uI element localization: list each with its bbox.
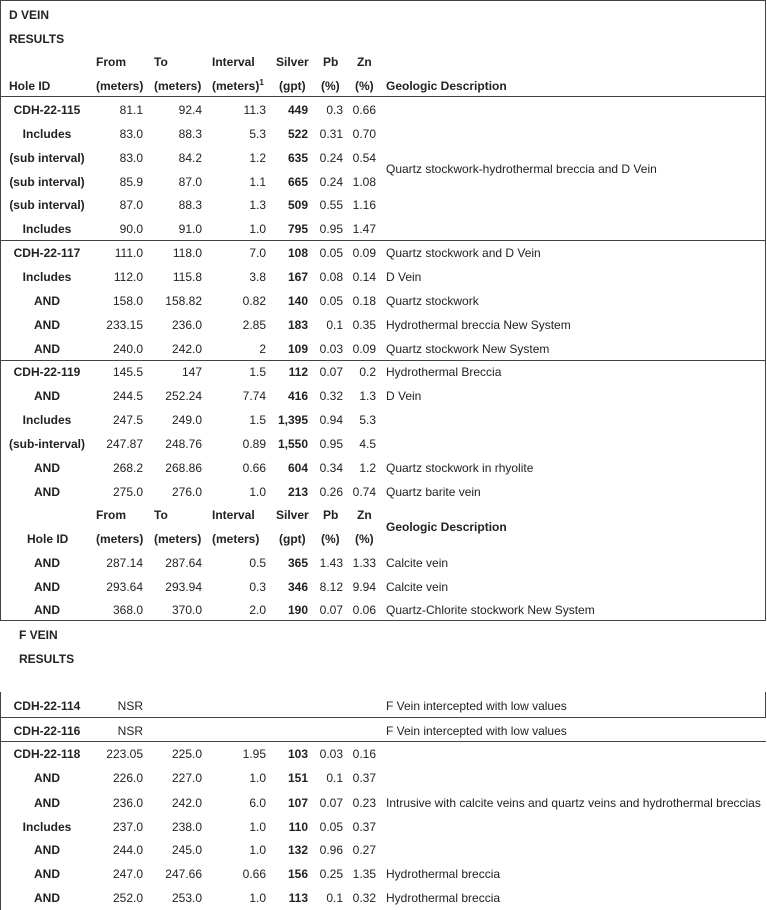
interval-cell: 1.1	[249, 174, 266, 189]
from-cell: 244.0	[112, 843, 143, 857]
zn-cell: 0.37	[352, 771, 376, 785]
silver-cell: 604	[287, 460, 308, 475]
silver-cell: 509	[287, 198, 308, 213]
silver-cell: 110	[288, 820, 308, 834]
zn-cell: 0.70	[352, 126, 376, 141]
from-cell: 233.15	[106, 317, 143, 332]
pb-cell: 0.05	[319, 293, 343, 308]
group-divider	[0, 360, 766, 361]
pb-cell: 0.07	[319, 365, 343, 380]
pb-cell: 0.03	[319, 747, 343, 761]
hole-id-cell: AND	[34, 771, 60, 785]
silver-cell: 112	[288, 365, 308, 380]
pb-cell: 0.26	[319, 484, 343, 499]
header-divider	[0, 96, 766, 97]
to-cell: 293.94	[165, 579, 202, 594]
pb-cell: 0.1	[326, 317, 343, 332]
col-zn-header: Zn	[357, 508, 372, 522]
d-vein-title: D VEIN	[9, 8, 50, 22]
hole-id-cell: AND	[34, 484, 60, 499]
zn-cell: 0.18	[352, 293, 376, 308]
hole-id-cell: AND	[34, 317, 60, 332]
hole-id-cell: AND	[34, 556, 60, 570]
interval-cell: 1.0	[249, 484, 266, 499]
col-hole-id-header: Hole ID	[27, 532, 69, 546]
zn-cell: 1.08	[352, 174, 376, 189]
group-divider	[0, 240, 766, 241]
geologic-description-cell: Hydrothermal breccia	[386, 867, 501, 881]
zn-cell: 0.14	[352, 269, 376, 284]
d-vein-results-label: RESULTS	[9, 32, 65, 46]
pb-cell: 0.25	[319, 867, 343, 881]
pb-cell: 0.96	[319, 843, 343, 857]
zn-cell: 1.33	[352, 556, 376, 570]
hole-id-cell: AND	[34, 867, 60, 881]
from-cell: NSR	[117, 699, 143, 713]
silver-cell: 156	[287, 867, 308, 881]
silver-cell: 103	[287, 747, 308, 761]
to-cell: 370.0	[171, 603, 202, 617]
geologic-description-cell: Quartz stockwork New System	[386, 341, 550, 356]
pb-cell: 0.05	[319, 246, 343, 261]
col-silver-header: Silver	[276, 508, 309, 522]
hole-id-cell: CDH-22-114	[13, 699, 81, 713]
to-cell: 247.66	[165, 867, 202, 881]
interval-cell: 6.0	[249, 796, 266, 810]
interval-cell: 0.66	[242, 867, 266, 881]
zn-cell: 0.35	[352, 317, 376, 332]
from-cell: 247.0	[112, 867, 143, 881]
hole-id-cell: CDH-22-116	[13, 724, 81, 738]
silver-cell: 635	[287, 150, 308, 165]
silver-cell: 346	[287, 579, 308, 594]
col-geologic-description-header: Geologic Description	[386, 79, 507, 93]
from-cell: 83.0	[119, 126, 143, 141]
from-cell: 240.0	[112, 341, 143, 356]
hole-id-cell: AND	[34, 891, 60, 905]
zn-cell: 0.74	[352, 484, 376, 499]
geologic-description-cell: Quartz stockwork	[386, 293, 479, 308]
from-cell: 112.0	[113, 269, 143, 284]
zn-cell: 0.16	[352, 747, 376, 761]
hole-id-cell: (sub-interval)	[8, 436, 85, 451]
interval-cell: 0.5	[249, 556, 266, 570]
from-cell: 244.5	[112, 389, 143, 404]
interval-cell: 1.3	[249, 198, 266, 213]
from-cell: 85.9	[119, 174, 143, 189]
geologic-description-cell: Hydrothermal breccia	[386, 891, 501, 905]
from-cell: 236.0	[112, 796, 143, 810]
silver-cell: 151	[287, 771, 308, 785]
from-cell: 158.0	[112, 293, 143, 308]
col-zn-header: Zn	[357, 55, 372, 69]
f-vein-title: F VEIN	[19, 628, 58, 642]
hole-id-cell: AND	[34, 293, 60, 308]
zn-cell: 1.35	[352, 867, 376, 881]
col-interval-unit: (meters)	[212, 532, 260, 546]
from-cell: NSR	[117, 724, 143, 738]
col-silver-header: Silver	[276, 55, 309, 69]
to-cell: 249.0	[171, 413, 202, 428]
hole-id-cell: (sub interval)	[9, 174, 85, 189]
geologic-description-cell: Quartz stockwork in rhyolite	[386, 460, 534, 475]
interval-cell: 0.82	[242, 293, 266, 308]
zn-cell: 0.06	[352, 603, 376, 617]
to-cell: 118.0	[172, 246, 202, 261]
pb-cell: 0.94	[319, 413, 343, 428]
col-from-unit: (meters)	[96, 532, 144, 546]
hole-id-cell: CDH-22-118	[13, 747, 81, 761]
geologic-description-cell: Hydrothermal Breccia	[386, 365, 502, 380]
silver-cell: 1,550	[277, 436, 308, 451]
hole-id-cell: Includes	[22, 820, 72, 834]
table-left-border	[0, 0, 1, 621]
hole-id-cell: CDH-22-117	[13, 246, 81, 261]
silver-cell: 365	[287, 556, 308, 570]
interval-cell: 1.0	[249, 820, 266, 834]
to-cell: 242.0	[171, 341, 202, 356]
to-cell: 87.0	[178, 174, 202, 189]
col-hole-id-header: Hole ID	[9, 79, 51, 93]
zn-cell: 5.3	[359, 413, 376, 428]
interval-cell: 1.5	[249, 365, 266, 380]
silver-cell: 108	[287, 246, 308, 261]
interval-cell: 0.66	[242, 460, 266, 475]
col-from-header: From	[96, 508, 126, 522]
silver-cell: 190	[287, 603, 308, 617]
geologic-description-cell: Calcite vein	[386, 579, 449, 594]
interval-cell: 1.5	[249, 413, 266, 428]
to-cell: 88.3	[178, 126, 202, 141]
to-cell: 252.24	[165, 389, 202, 404]
to-cell: 253.0	[171, 891, 202, 905]
to-cell: 92.4	[178, 103, 202, 117]
hole-id-cell: CDH-22-115	[13, 103, 81, 117]
interval-cell: 1.2	[249, 150, 266, 165]
from-cell: 252.0	[112, 891, 143, 905]
col-to-unit: (meters)	[154, 532, 202, 546]
to-cell: 225.0	[171, 747, 202, 761]
interval-cell: 1.0	[249, 222, 266, 237]
silver-cell: 522	[287, 126, 308, 141]
zn-cell: 0.2	[359, 365, 376, 380]
zn-cell: 1.3	[359, 389, 376, 404]
interval-cell: 0.3	[249, 579, 266, 594]
geologic-description-cell: Quartz stockwork and D Vein	[386, 246, 541, 261]
from-cell: 223.05	[106, 747, 143, 761]
pb-cell: 0.3	[326, 103, 343, 117]
from-cell: 247.87	[106, 436, 143, 451]
hole-id-cell: Includes	[22, 413, 72, 428]
to-cell: 115.8	[172, 269, 202, 284]
pb-cell: 0.05	[319, 820, 343, 834]
to-cell: 238.0	[171, 820, 202, 834]
zn-cell: 1.2	[359, 460, 376, 475]
interval-cell: 11.3	[243, 103, 266, 117]
col-zn-unit: (%)	[355, 79, 374, 93]
zn-cell: 0.27	[352, 843, 376, 857]
pb-cell: 0.03	[319, 341, 343, 356]
from-cell: 287.14	[106, 556, 143, 570]
col-zn-unit: (%)	[355, 532, 374, 546]
zn-cell: 0.37	[352, 820, 376, 834]
table-right-border	[765, 0, 766, 621]
from-cell: 87.0	[119, 198, 143, 213]
from-cell: 226.0	[112, 771, 143, 785]
silver-cell: 113	[288, 891, 308, 905]
silver-cell: 167	[287, 269, 308, 284]
to-cell: 276.0	[171, 484, 202, 499]
pb-cell: 0.31	[319, 126, 343, 141]
geologic-description-cell: F Vein intercepted with low values	[386, 699, 567, 713]
zn-cell: 1.47	[352, 222, 376, 237]
hole-id-cell: AND	[34, 843, 60, 857]
pb-cell: 0.95	[319, 222, 343, 237]
hole-id-cell: AND	[34, 460, 60, 475]
from-cell: 268.2	[112, 460, 143, 475]
col-pb-unit: (%)	[321, 532, 340, 546]
zn-cell: 0.09	[352, 246, 376, 261]
f-table-right-border	[765, 692, 766, 718]
to-cell: 91.0	[178, 222, 202, 237]
pb-cell: 0.24	[319, 150, 343, 165]
col-to-header: To	[154, 55, 168, 69]
from-cell: 237.0	[112, 820, 143, 834]
pb-cell: 0.34	[319, 460, 343, 475]
to-cell: 227.0	[171, 771, 202, 785]
col-to-header: To	[154, 508, 168, 522]
col-pb-unit: (%)	[321, 79, 340, 93]
geologic-description-cell: D Vein	[386, 389, 422, 404]
geologic-description-cell: Calcite vein	[386, 556, 449, 570]
table-top-border	[0, 0, 766, 1]
pb-cell: 0.1	[326, 891, 343, 905]
to-cell: 84.2	[178, 150, 202, 165]
from-cell: 293.64	[106, 579, 143, 594]
silver-cell: 1,395	[277, 413, 308, 428]
zn-cell: 0.66	[352, 103, 376, 117]
to-cell: 268.86	[165, 460, 202, 475]
col-interval-unit: (meters)$^1$	[212, 78, 264, 93]
silver-cell: 213	[287, 484, 308, 499]
hole-id-cell: (sub interval)	[9, 150, 85, 165]
geologic-description-cell: Intrusive with calcite veins and quartz veins and hydrothermal breccias	[386, 796, 761, 810]
f-table-left-border	[0, 692, 1, 910]
geologic-description-cell: F Vein intercepted with low values	[386, 724, 567, 738]
col-geologic-description-header: Geologic Description	[386, 520, 507, 534]
col-pb-header: Pb	[323, 508, 339, 522]
to-cell: 245.0	[171, 843, 202, 857]
from-cell: 368.0	[112, 603, 143, 617]
zn-cell: 0.09	[352, 341, 376, 356]
silver-cell: 107	[287, 796, 308, 810]
silver-cell: 183	[287, 317, 308, 332]
from-cell: 111.0	[114, 246, 143, 261]
interval-cell: 2.0	[249, 603, 266, 617]
silver-cell: 665	[287, 174, 308, 189]
silver-cell: 132	[287, 843, 308, 857]
interval-cell: 1.0	[249, 891, 266, 905]
to-cell: 147	[181, 365, 202, 380]
from-cell: 247.5	[112, 413, 143, 428]
silver-cell: 449	[287, 103, 308, 117]
pb-cell: 0.95	[319, 436, 343, 451]
silver-cell: 140	[287, 293, 308, 308]
from-cell: 90.0	[119, 222, 143, 237]
zn-cell: 1.16	[352, 198, 376, 213]
pb-cell: 0.07	[319, 796, 343, 810]
pb-cell: 0.07	[319, 603, 343, 617]
silver-cell: 109	[287, 341, 308, 356]
hole-id-cell: AND	[34, 389, 60, 404]
geologic-description-cell: Quartz-Chlorite stockwork New System	[386, 603, 595, 617]
interval-cell: 3.8	[249, 269, 266, 284]
interval-cell: 2.85	[242, 317, 266, 332]
pb-cell: 1.43	[319, 556, 343, 570]
zn-cell: 0.32	[352, 891, 376, 905]
to-cell: 236.0	[171, 317, 202, 332]
hole-id-cell: AND	[34, 796, 60, 810]
group-divider	[0, 741, 766, 742]
pb-cell: 0.1	[326, 771, 343, 785]
interval-cell: 1.0	[249, 843, 266, 857]
col-to-unit: (meters)	[154, 79, 202, 93]
to-cell: 287.64	[165, 556, 202, 570]
hole-id-cell: AND	[34, 603, 60, 617]
to-cell: 158.82	[165, 293, 202, 308]
to-cell: 242.0	[171, 796, 202, 810]
col-from-header: From	[96, 55, 126, 69]
pb-cell: 8.12	[319, 579, 343, 594]
hole-id-cell: (sub interval)	[9, 198, 85, 213]
from-cell: 275.0	[112, 484, 143, 499]
interval-cell: 1.95	[242, 747, 266, 761]
interval-cell: 7.0	[249, 246, 266, 261]
interval-cell: 0.89	[242, 436, 266, 451]
from-cell: 145.5	[112, 365, 143, 380]
zn-cell: 4.5	[359, 436, 376, 451]
geologic-description-cell: Hydrothermal breccia New System	[386, 317, 571, 332]
col-from-unit: (meters)	[96, 79, 144, 93]
pb-cell: 0.08	[319, 269, 343, 284]
hole-id-cell: AND	[34, 341, 60, 356]
to-cell: 88.3	[178, 198, 202, 213]
from-cell: 83.0	[119, 150, 143, 165]
zn-cell: 0.54	[352, 150, 376, 165]
pb-cell: 0.55	[319, 198, 343, 213]
from-cell: 81.1	[119, 103, 143, 117]
col-silver-unit: (gpt)	[279, 79, 306, 93]
interval-cell: 1.0	[249, 771, 266, 785]
footnote-marker: 1	[259, 78, 264, 87]
zn-cell: 9.94	[352, 579, 376, 594]
hole-id-cell: CDH-22-119	[13, 365, 81, 380]
interval-cell: 7.74	[242, 389, 266, 404]
hole-id-cell: AND	[34, 579, 60, 594]
interval-cell: 2	[259, 341, 266, 356]
hole-id-cell: Includes	[22, 126, 72, 141]
to-cell: 248.76	[165, 436, 202, 451]
geologic-description-cell: D Vein	[386, 269, 422, 284]
col-silver-unit: (gpt)	[279, 532, 306, 546]
merged-description-cdh-22-115: Quartz stockwork-hydrothermal breccia and D Vein	[386, 162, 657, 176]
pb-cell: 0.24	[319, 174, 343, 189]
table-bottom-border	[0, 620, 766, 621]
geologic-description-cell: Quartz barite vein	[386, 484, 481, 499]
hole-id-cell: Includes	[22, 269, 72, 284]
col-interval-header: Interval	[212, 55, 255, 69]
interval-cell: 5.3	[249, 126, 266, 141]
silver-cell: 416	[287, 389, 308, 404]
group-divider	[0, 717, 766, 718]
f-vein-results-label: RESULTS	[19, 652, 75, 666]
silver-cell: 795	[287, 222, 308, 237]
hole-id-cell: Includes	[22, 222, 72, 237]
col-interval-header: Interval	[212, 508, 255, 522]
col-pb-header: Pb	[323, 55, 339, 69]
pb-cell: 0.32	[319, 389, 343, 404]
zn-cell: 0.23	[352, 796, 376, 810]
